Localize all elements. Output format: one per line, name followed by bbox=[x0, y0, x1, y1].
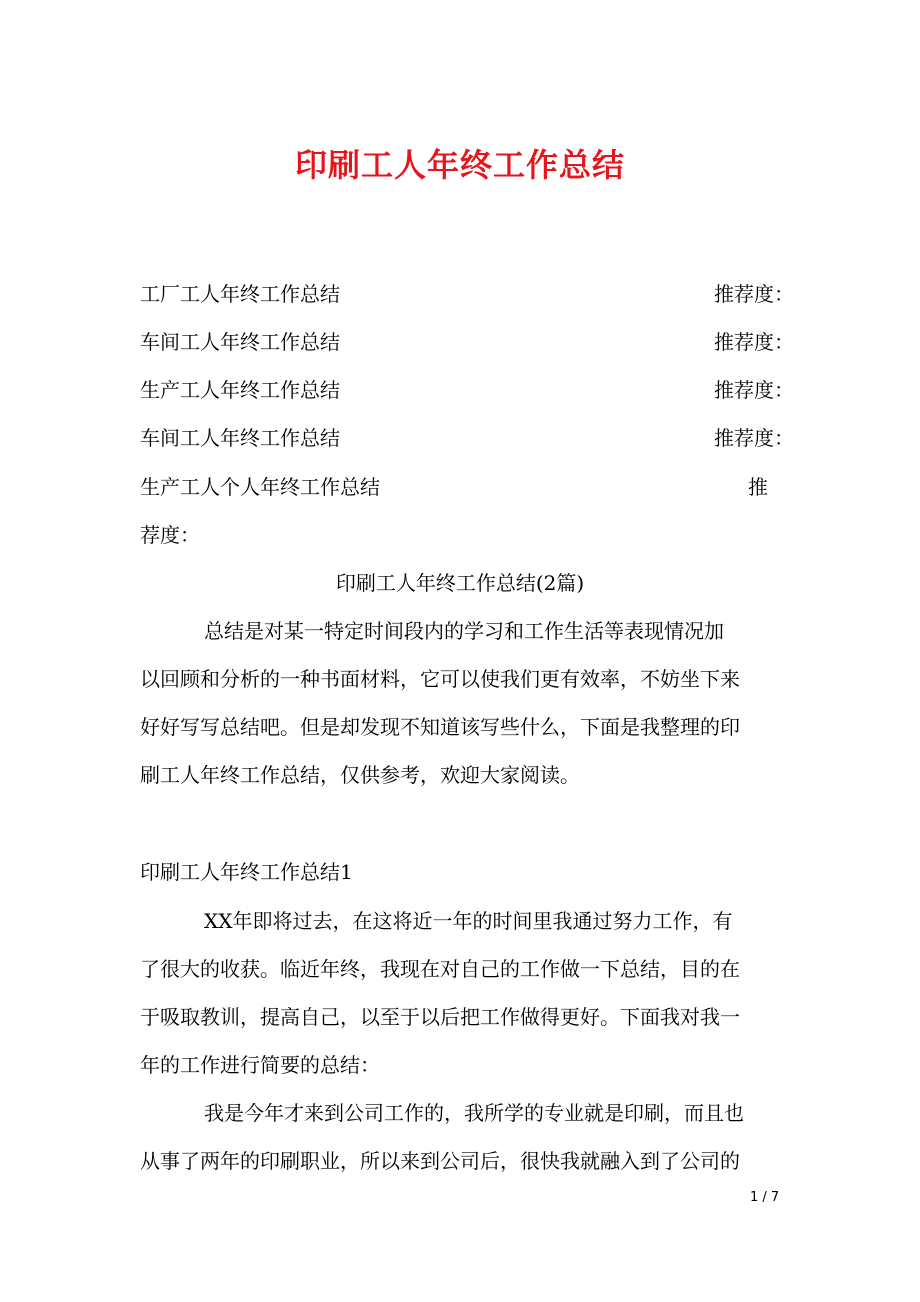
document-title: 印刷工人年终工作总结 bbox=[294, 146, 625, 184]
section-heading: 印刷工人年终工作总结1 bbox=[140, 860, 353, 884]
subtitle: 印刷工人年终工作总结(2篇) bbox=[335, 571, 585, 595]
recommendation-label: 推荐度： bbox=[714, 282, 794, 306]
paragraph-line: XX年即将过去，在这将近一年的时间里我通过努力工作，有 bbox=[204, 909, 733, 933]
recommendation-item[interactable] bbox=[140, 278, 794, 310]
paragraph-line: 刷工人年终工作总结，仅供参考，欢迎大家阅读。 bbox=[140, 763, 580, 787]
recommendation-label-tail: 荐度： bbox=[140, 523, 200, 547]
recommendation-title[interactable]: 生产工人个人年终工作总结 bbox=[140, 475, 380, 499]
recommendation-title[interactable]: 生产工人年终工作总结 bbox=[140, 378, 340, 402]
paragraph-line: 从事了两年的印刷职业，所以来到公司后，很快我就融入到了公司的 bbox=[140, 1149, 740, 1173]
recommendation-title[interactable]: 工厂工人年终工作总结 bbox=[140, 282, 340, 306]
recommendation-item[interactable] bbox=[140, 422, 794, 454]
recommendation-item[interactable] bbox=[140, 471, 794, 503]
recommendation-label: 推荐度： bbox=[714, 330, 794, 354]
paragraph-line: 年的工作进行简要的总结： bbox=[140, 1053, 380, 1077]
recommendation-item[interactable] bbox=[140, 374, 794, 406]
paragraph-line: 总结是对某一特定时间段内的学习和工作生活等表现情况加 bbox=[204, 619, 724, 643]
paragraph-line: 了很大的收获。临近年终，我现在对自己的工作做一下总结，目的在 bbox=[140, 957, 740, 981]
paragraph-line: 我是今年才来到公司工作的，我所学的专业就是印刷，而且也 bbox=[204, 1101, 744, 1125]
recommendation-label: 推荐度： bbox=[714, 426, 794, 450]
paragraph-line: 以回顾和分析的一种书面材料，它可以使我们更有效率，不妨坐下来 bbox=[140, 667, 740, 691]
recommendation-label-head: 推 bbox=[748, 475, 768, 499]
paragraph-line: 好好写写总结吧。但是却发现不知道该写些什么，下面是我整理的印 bbox=[140, 715, 740, 739]
page-number: 1 / 7 bbox=[750, 1190, 780, 1205]
paragraph-line: 于吸取教训，提高自己，以至于以后把工作做得更好。下面我对我一 bbox=[140, 1005, 740, 1029]
recommendation-title[interactable]: 车间工人年终工作总结 bbox=[140, 330, 340, 354]
recommendation-label: 推荐度： bbox=[714, 378, 794, 402]
recommendation-item[interactable] bbox=[140, 326, 794, 358]
recommendation-title[interactable]: 车间工人年终工作总结 bbox=[140, 426, 340, 450]
